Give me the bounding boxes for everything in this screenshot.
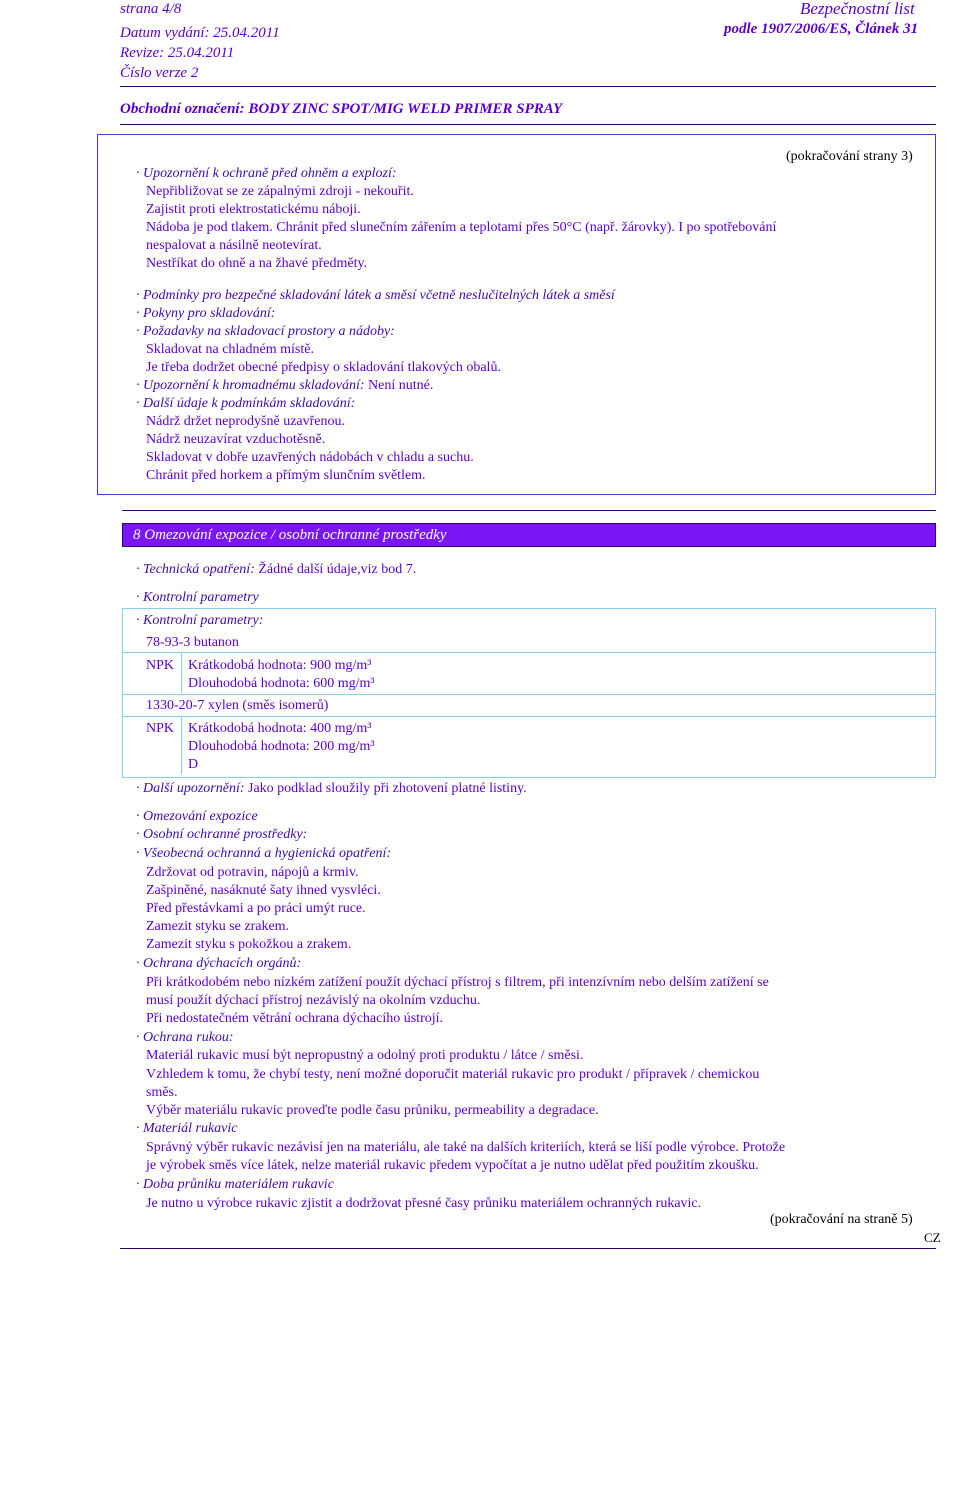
further-storage-label: · Další údaje k podmínkám skladování:: [136, 396, 356, 411]
substance-divider: [122, 652, 936, 653]
short-term-limit: Krátkodobá hodnota: 900 mg/m³: [188, 658, 372, 673]
hygiene-line: Zamezit styku s pokožkou a zrakem.: [146, 937, 352, 952]
further-storage-line: Skladovat v dobře uzavřených nádobách v chladu a suchu.: [146, 450, 474, 465]
mixed-storage-label: · Upozornění k hromadnému skladování:: [136, 378, 365, 393]
technical-measures-value: Žádné další údaje,viz bod 7.: [258, 562, 417, 577]
substance-name: 1330-20-7 xylen (směs isomerů): [146, 698, 329, 713]
section8-title: 8 Omezování expozice / osobní ochranné prostředky: [122, 523, 936, 547]
substance-name: 78-93-3 butanon: [146, 635, 239, 650]
storage-conditions-label: · Podmínky pro bezpečné skladování látek a směsí včetně neslučitelných látek a směsí: [136, 288, 615, 303]
short-term-limit: Krátkodobá hodnota: 400 mg/m³: [188, 721, 372, 736]
mixed-storage-row: [136, 377, 433, 395]
document-title: Bezpečnostní list: [800, 0, 915, 18]
control-parameters-heading: · Kontrolní parametry: [136, 590, 259, 605]
hygiene-line: Před přestávkami a po práci umýt ruce.: [146, 901, 366, 916]
hand-protection-line: Výběr materiálu rukavic proveďte podle času průniku, permeability a degradace.: [146, 1103, 599, 1118]
substance-divider: [122, 716, 936, 717]
hand-protection-line: Materiál rukavic musí být nepropustný a odolný proti produktu / látce / směsi.: [146, 1048, 584, 1063]
substance-divider: [122, 694, 936, 695]
glove-material-line: je výrobek směs více látek, nelze materiál rukavic předem vypočítat a je nutno udělat před použitím zkoušku.: [146, 1158, 759, 1173]
hygiene-line: Zamezit styku se zrakem.: [146, 919, 290, 934]
limit-code-divider: [181, 653, 182, 693]
penetration-time-line: Je nutno u výrobce rukavic zjistit a dodržovat přesné časy průniku materiálem ochranných rukavic.: [146, 1196, 702, 1211]
fire-line: Nádoba je pod tlakem. Chránit před slunečním zářením a teplotami přes 50°C (např. žárovky). I po spotřebování: [146, 220, 777, 235]
mixed-storage-value: Není nutné.: [368, 378, 434, 393]
respiratory-line: musí použít dýchací přístroj nezávislý na okolním vzduchu.: [146, 993, 481, 1008]
hand-protection-line: směs.: [146, 1085, 178, 1100]
further-info-row: [136, 780, 527, 798]
storage-instructions-label: · Pokyny pro skladování:: [136, 306, 276, 321]
hand-protection-label: · Ochrana rukou:: [136, 1030, 234, 1045]
respiratory-label: · Ochrana dýchacích orgánů:: [136, 956, 302, 971]
long-term-limit: Dlouhodobá hodnota: 200 mg/m³: [188, 739, 375, 754]
further-info-label: · Další upozornění:: [136, 781, 245, 796]
issue-date: Datum vydání: 25.04.2011: [120, 25, 280, 41]
technical-measures-label: · Technická opatření:: [136, 562, 255, 577]
continued-to: (pokračování na straně 5): [770, 1212, 913, 1227]
storage-requirements-label: · Požadavky na skladovací prostory a nádoby:: [136, 324, 395, 339]
glove-material-line: Správný výběr rukavic nezávisí jen na materiálu, ale také na dalších kriteriích, která se liší podle výrobce. Protože: [146, 1140, 786, 1155]
further-storage-line: Chránit před horkem a přímým slunčním světlem.: [146, 468, 426, 483]
technical-measures-row: [136, 561, 416, 579]
control-parameters-label: · Kontrolní parametry:: [136, 613, 264, 628]
further-info-value: Jako podklad sloužily při zhotovení platné listiny.: [248, 781, 527, 796]
hygiene-label: · Všeobecná ochranná a hygienická opatření:: [136, 846, 392, 861]
trade-name: Obchodní označení: BODY ZINC SPOT/MIG WELD PRIMER SPRAY: [120, 101, 563, 117]
glove-material-label: · Materiál rukavic: [136, 1121, 238, 1136]
storage-requirement-line: Je třeba dodržet obecné předpisy o skladování tlakových obalů.: [146, 360, 501, 375]
continued-from: (pokračování strany 3): [786, 149, 913, 164]
storage-requirement-line: Skladovat na chladném místě.: [146, 342, 314, 357]
further-storage-line: Nádrž neuzavírat vzduchotěsně.: [146, 432, 326, 447]
version-number: Číslo verze 2: [120, 65, 199, 81]
fire-line: Nestříkat do ohně a na žhavé předměty.: [146, 256, 368, 271]
revision-date: Revize: 25.04.2011: [120, 45, 235, 61]
penetration-time-label: · Doba průniku materiálem rukavic: [136, 1177, 334, 1192]
further-storage-line: Nádrž držet neprodyšně uzavřenou.: [146, 414, 346, 429]
hygiene-line: Zdržovat od potravin, nápojů a krmiv.: [146, 865, 359, 880]
ppe-label: · Osobní ochranné prostředky:: [136, 827, 308, 842]
regulation-reference: podle 1907/2006/ES, Článek 31: [724, 21, 919, 37]
hand-protection-line: Vzhledem k tomu, že chybí testy, není možné doporučit materiál rukavic pro produkt / přípravek / chemickou: [146, 1067, 760, 1082]
fire-protection-label: · Upozornění k ochraně před ohněm a explozí:: [136, 166, 397, 181]
fire-line: nespalovat a násilně neotevírat.: [146, 238, 322, 253]
exposure-controls-label: · Omezování expozice: [136, 809, 258, 824]
long-term-limit: Dlouhodobá hodnota: 600 mg/m³: [188, 676, 375, 691]
footer-rule: [120, 1248, 936, 1249]
respiratory-line: Při krátkodobém nebo nízkém zatížení použít dýchací přístroj s filtrem, při intenzívním nebo delším zatížení se: [146, 975, 769, 990]
respiratory-line: Při nedostatečném větrání ochrana dýchacího ústrojí.: [146, 1011, 444, 1026]
language-code: CZ: [924, 1230, 941, 1245]
page-number: strana 4/8: [120, 1, 182, 17]
fire-line: Zajistit proti elektrostatickému náboji.: [146, 202, 361, 217]
fire-line: Nepřibližovat se ze zápalnými zdroji - nekouřit.: [146, 184, 414, 199]
hygiene-line: Zašpiněné, nasáknuté šaty ihned vysvléci.: [146, 883, 381, 898]
section8-top-rule: [122, 510, 936, 511]
header-rule: [120, 86, 936, 87]
limit-code-divider: [181, 717, 182, 775]
limit-code: NPK: [146, 658, 175, 673]
limit-code: NPK: [146, 721, 175, 736]
trade-name-rule: [120, 124, 936, 125]
limit-note: D: [188, 757, 199, 772]
